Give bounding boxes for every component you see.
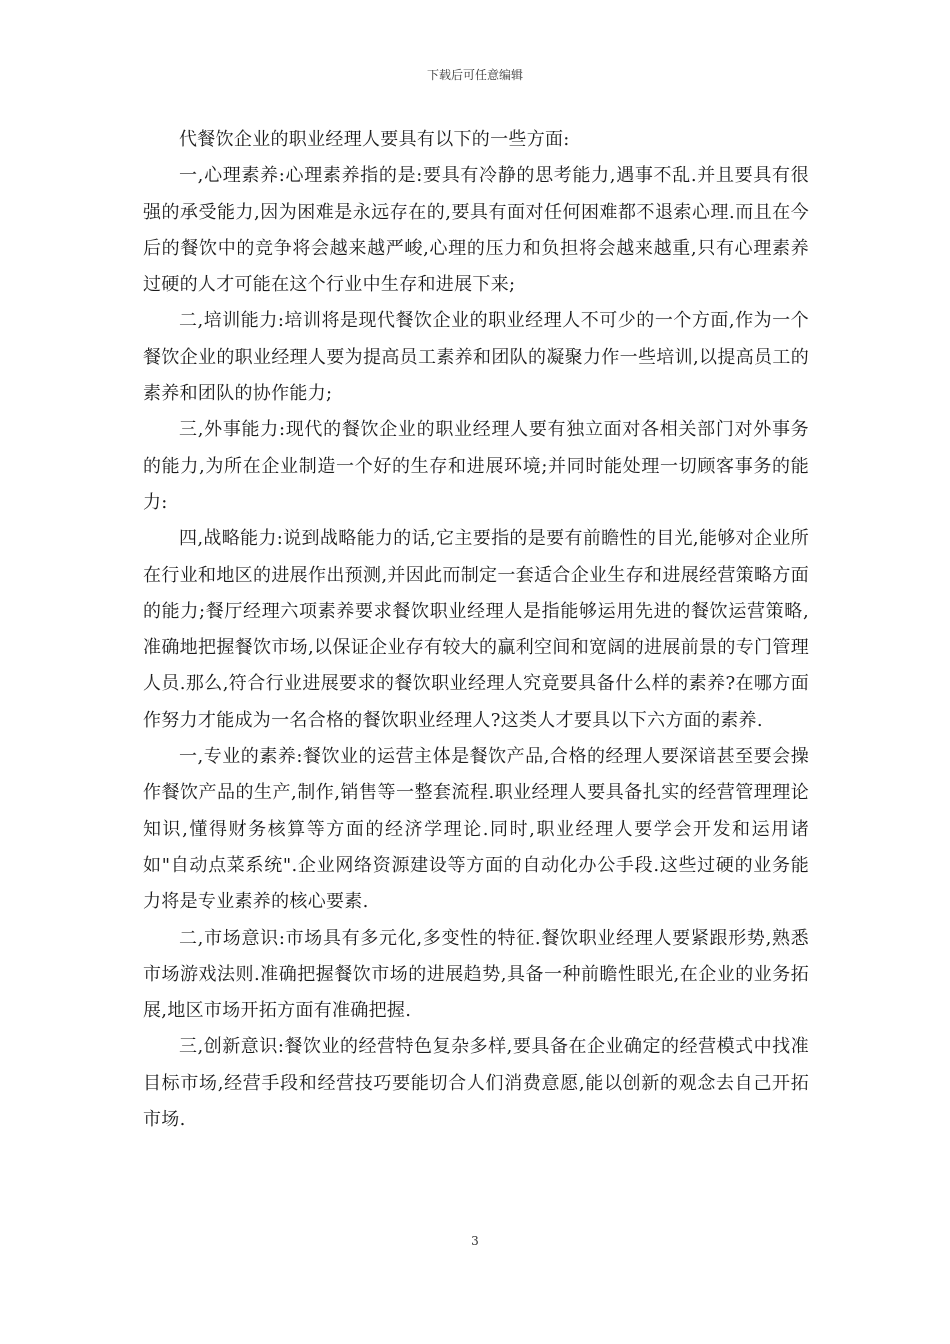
paragraph-external-affairs: 三,外事能力:现代的餐饮企业的职业经理人要有独立面对各相关部门对外事务的能力,为所在企业制造一个好的生存和进展环境;并同时能处理一切顾客事务的能力: [143,419,809,513]
page-number: 3 [471,1234,479,1248]
document-body [143,122,809,1138]
page-header: 下载后可任意编辑 [426,68,523,82]
paragraph-professional-quality: 一,专业的素养:餐饮业的运营主体是餐饮产品,合格的经理人要深谙甚至要会操作餐饮产品的生产,制作,销售等一整套流程.职业经理人要具备扎实的经营管理理论知识,懂得财务核算等方面的经济学理论.同时,职业经理人要学会开发和运用诸如"自动点菜系统".企业网络资源建设等方面的自动化办公手段.这些过硬的业务能力将是专业素养的核心要素. [143,746,809,913]
paragraph-innovation-awareness: 三,创新意识:餐饮业的经营特色复杂多样,要具备在企业确定的经营模式中找准目标市场,经营手段和经营技巧要能切合人们消费意愿,能以创新的观念去自己开拓市场. [143,1036,809,1131]
paragraph-training-ability: 二,培训能力:培训将是现代餐饮企业的职业经理人不可少的一个方面,作为一个餐饮企业的职业经理人要为提高员工素养和团队的凝聚力作一些培训,以提高员工的素养和团队的协作能力; [143,310,809,405]
paragraph-intro: 代餐饮企业的职业经理人要具有以下的一些方面: [179,129,570,150]
paragraph-market-awareness: 二,市场意识:市场具有多元化,多变性的特征.餐饮职业经理人要紧跟形势,熟悉市场游戏法则.准确把握餐饮市场的进展趋势,具备一种前瞻性眼光,在企业的业务拓展,地区市场开拓方面有准确把握. [143,927,809,1022]
paragraph-strategic-ability: 四,战略能力:说到战略能力的话,它主要指的是要有前瞻性的目光,能够对企业所在行业和地区的进展作出预测,并因此而制定一套适合企业生存和进展经营策略方面的能力;餐厅经理六项素养要求餐饮职业经理人是指能够运用先进的餐饮运营策略,准确地把握餐饮市场,以保证企业存有较大的赢利空间和宽阔的进展前景的专门管理人员.那么,符合行业进展要求的餐饮职业经理人究竟要具备什么样的素养?在哪方面作努力才能成为一名合格的餐饮职业经理人?这类人才要具以下六方面的素养. [143,528,809,731]
paragraph-psychological-quality: 一,心理素养:心理素养指的是:要具有冷静的思考能力,遇事不乱.并且要具有很强的承受能力,因为困难是永远存在的,要具有面对任何困难都不退索心理.而且在今后的餐饮中的竞争将会越来越严峻,心理的压力和负担将会越来越重,只有心理素养过硬的人才可能在这个行业中生存和进展下来; [143,165,809,296]
